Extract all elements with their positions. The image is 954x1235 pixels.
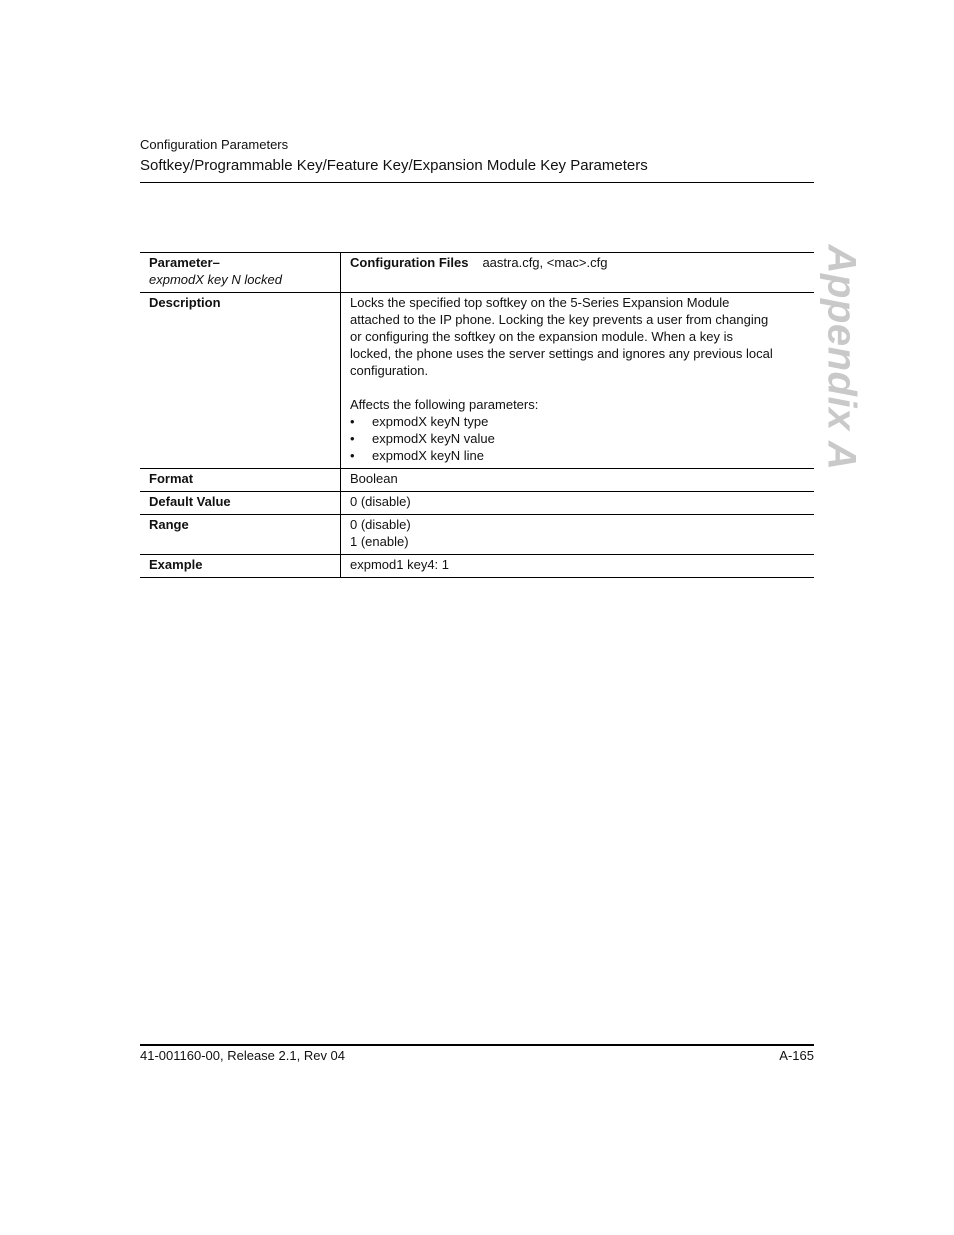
table-row-format bbox=[140, 469, 814, 492]
document-id: 41-001160-00, Release 2.1, Rev 04 bbox=[140, 1048, 346, 1063]
example-label: Example bbox=[140, 555, 341, 578]
description-line: attached to the IP phone. Locking the key prevents a user from changing bbox=[350, 312, 769, 327]
description-line: configuration. bbox=[350, 363, 429, 378]
bullet-icon: • bbox=[350, 448, 355, 463]
affects-intro: Affects the following parameters: bbox=[350, 397, 539, 412]
section-heading: Configuration Parameters bbox=[140, 137, 289, 152]
appendix-label: Appendix A bbox=[819, 244, 864, 471]
description-label: Description bbox=[140, 293, 341, 469]
affected-parameter: expmodX keyN line bbox=[372, 448, 484, 463]
list-item bbox=[350, 413, 805, 430]
table-row-description bbox=[140, 293, 814, 469]
list-item bbox=[350, 430, 805, 447]
page-title: Softkey/Programmable Key/Feature Key/Expansion Module Key Parameters bbox=[140, 157, 648, 174]
appendix-side-tab bbox=[816, 244, 866, 471]
range-value: 0 (disable) bbox=[350, 517, 411, 532]
format-label: Format bbox=[140, 469, 341, 492]
table-row-default bbox=[140, 492, 814, 515]
header-divider bbox=[140, 182, 814, 183]
footer-divider bbox=[140, 1044, 814, 1046]
affected-parameter: expmodX keyN value bbox=[372, 431, 495, 446]
parameter-label: Parameter– bbox=[149, 255, 220, 270]
description-line: Locks the specified top softkey on the 5-Series Expansion Module bbox=[350, 295, 730, 310]
format-value: Boolean bbox=[341, 469, 815, 492]
config-files-cell bbox=[341, 253, 815, 293]
affected-parameter: expmodX keyN type bbox=[372, 414, 489, 429]
range-value: 1 (enable) bbox=[350, 534, 409, 549]
parameter-name: expmodX key N locked bbox=[149, 272, 282, 287]
description-line: or configuring the softkey on the expansion module. When a key is bbox=[350, 329, 733, 344]
list-item bbox=[350, 447, 805, 464]
config-files-label: Configuration Files bbox=[350, 255, 469, 270]
description-cell bbox=[341, 293, 815, 469]
table-row-parameter bbox=[140, 253, 814, 293]
parameter-table bbox=[140, 252, 814, 578]
range-cell bbox=[341, 515, 815, 555]
example-value: expmod1 key4: 1 bbox=[341, 555, 815, 578]
table-row-example bbox=[140, 555, 814, 578]
page-number: A-165 bbox=[779, 1048, 814, 1063]
paragraph-gap bbox=[350, 379, 805, 396]
range-label: Range bbox=[140, 515, 341, 555]
bullet-icon: • bbox=[350, 431, 355, 446]
config-files-value: aastra.cfg, <mac>.cfg bbox=[482, 255, 608, 270]
description-line: locked, the phone uses the server settings and ignores any previous local bbox=[350, 346, 773, 361]
default-value-label: Default Value bbox=[140, 492, 341, 515]
parameter-cell bbox=[140, 253, 341, 293]
bullet-icon: • bbox=[350, 414, 355, 429]
table-row-range bbox=[140, 515, 814, 555]
default-value: 0 (disable) bbox=[341, 492, 815, 515]
